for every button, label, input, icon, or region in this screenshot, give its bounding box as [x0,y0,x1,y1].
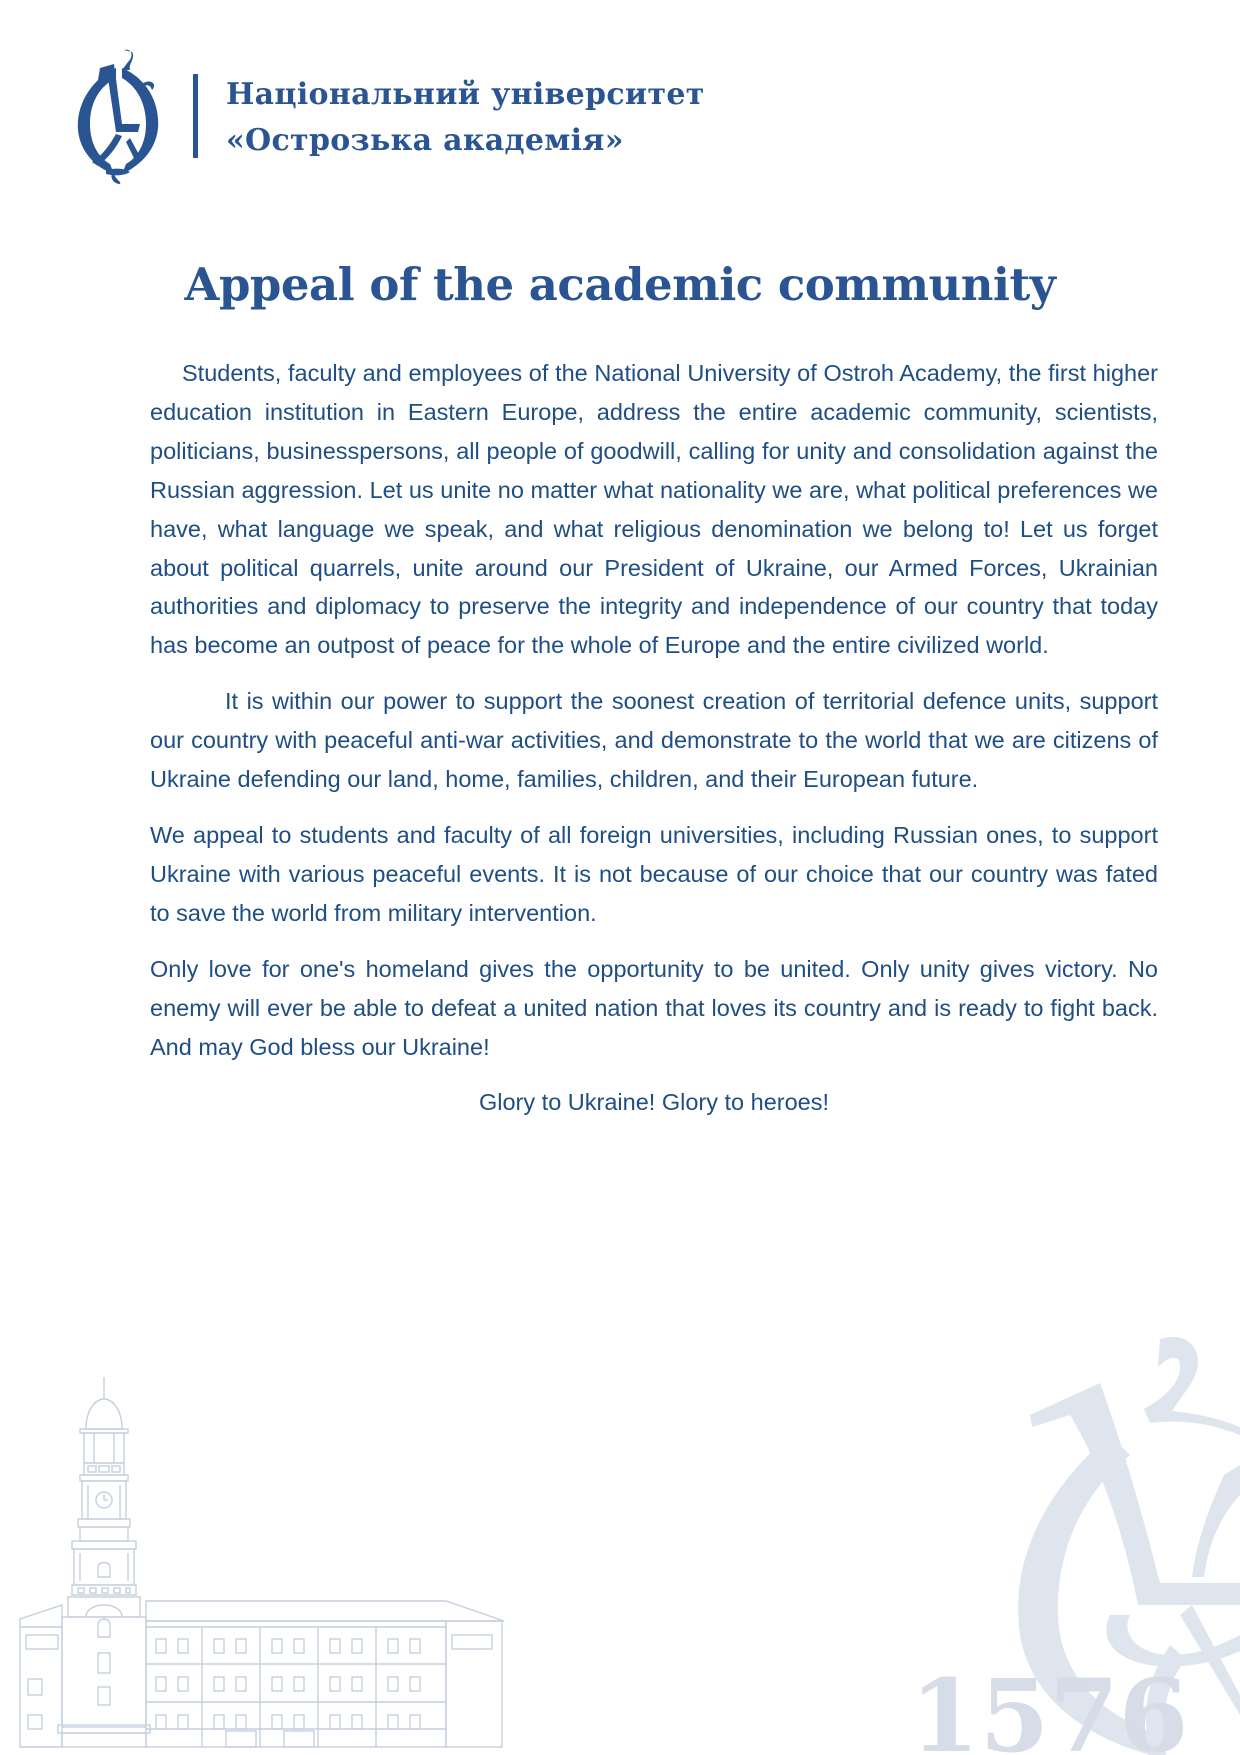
letterhead [70,44,710,194]
university-name-line1: Національний університет [226,77,705,112]
paragraph-3: We appeal to students and faculty of all foreign universities, including Russian ones, to support Ukraine with various peaceful events. It is not because of our choice that our country was fated to save the world from military intervention. [150,821,1158,926]
ostroh-academy-monogram-icon [70,44,166,184]
paragraph-2: It is within our power to support the soonest creation of territorial defence units, support our country with peaceful anti-war activities, and demonstrate to the world that we are citizens of Ukraine defending our land, home, families, children, and their European future. [150,688,1158,793]
header-divider [193,74,198,158]
monogram-watermark-icon [910,1315,1240,1755]
closing-line: Glory to Ukraine! Glory to heroes! [478,1089,830,1116]
paragraph-1: Students, faculty and employees of the National University of Ostroh Academy, the first higher education institution in Eastern Europe, address the entire academic community, scientists, politicians, businesspersons, all people of goodwill, calling for unity and consolidation against the Russian aggression. Let us unite no matter what nationality we are, what political preferences we have, what language we speak, and what religious denomination we belong to! Let us forget about political quarrels, unite around our President of Ukraine, our Armed Forces, Ukrainian authorities and diplomacy to preserve the integrity and independence of our country that today has become an outpost of peace for the whole of Europe and the entire civilized world. [150,360,1158,659]
paragraph-4: Only love for one's homeland gives the opportunity to be united. Only unity gives victory. No enemy will ever be able to defeat a united nation that loves its country and is ready to fight back. And may God bless our Ukraine! [150,955,1158,1060]
university-building-illustration-icon [16,1369,516,1749]
document-title: Appeal of the academic community [184,258,1056,312]
watermark-year: 1576 [910,1657,1189,1755]
university-name-line2: «Острозька академія» [226,123,624,158]
university-name [226,72,705,164]
document-body [150,354,1158,1139]
